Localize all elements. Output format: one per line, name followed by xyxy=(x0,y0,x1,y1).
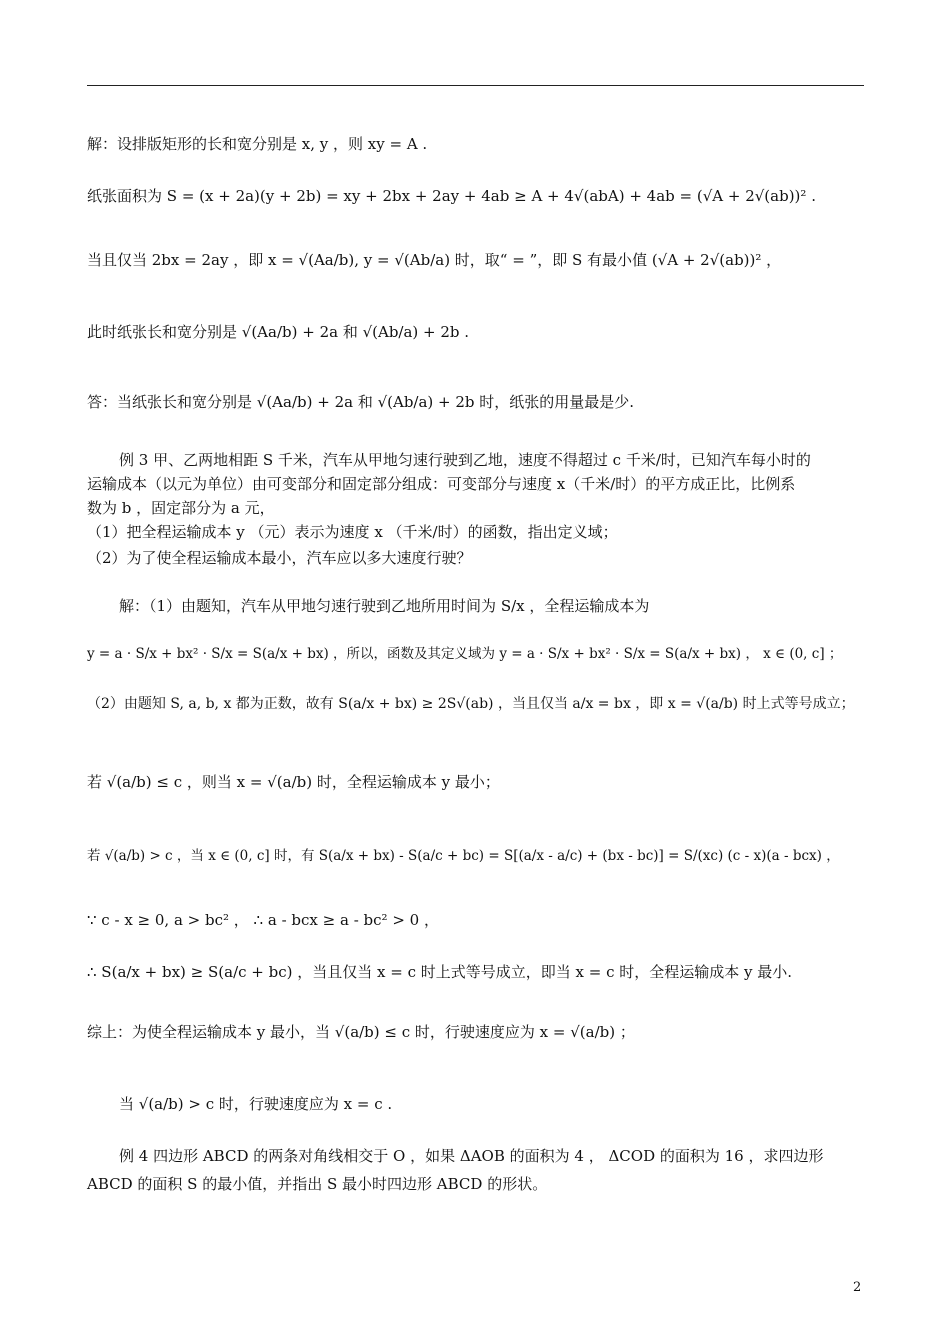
example3-summary-2: 当 √(a/b) > c 时，行驶速度应为 x = c . xyxy=(119,1095,393,1113)
example3-line-1: 例 3 甲、乙两地相距 S 千米，汽车从甲地匀速行驶到乙地，速度不得超过 c 千米/时，已知汽车每小时的 xyxy=(119,451,811,469)
example3-solution-3: （2）由题知 S, a, b, x 都为正数，故有 S(a/x + bx) ≥ 2S√(ab) ，当且仅当 a/x = bx ，即 x = √(a/b) 时上式等号成立； xyxy=(87,696,855,712)
solution-line-4: 此时纸张长和宽分别是 √(Aa/b) + 2a 和 √(Ab/a) + 2b . xyxy=(87,323,470,341)
example3-summary-1: 综上：为使全程运输成本 y 最小，当 √(a/b) ≤ c 时，行驶速度应为 x = √(a/b) ； xyxy=(87,1023,635,1041)
answer-line: 答：当纸张长和宽分别是 √(Aa/b) + 2a 和 √(Ab/a) + 2b 时，纸张的用量最是少. xyxy=(87,393,635,411)
solution-line-1: 解：设排版矩形的长和宽分别是 x, y ，则 xy = A . xyxy=(87,135,428,153)
example4-line-1: 例 4 四边形 ABCD 的两条对角线相交于 O ，如果 ΔAOB 的面积为 4 ， ΔCOD 的面积为 16 ，求四边形 xyxy=(119,1147,824,1165)
example3-because: ∵ c - x ≥ 0, a > bc² ， ∴ a - bcx ≥ a - bc² > 0 ， xyxy=(87,911,439,929)
example3-solution-1: 解：（1）由题知，汽车从甲地匀速行驶到乙地所用时间为 S/x ，全程运输成本为 xyxy=(119,597,650,615)
example3-question-2: （2）为了使全程运输成本最小，汽车应以多大速度行驶？ xyxy=(87,549,472,567)
example3-case-2: 若 √(a/b) > c ，当 x ∈ (0, c] 时，有 S(a/x + bx) - S(a/c + bc) = S[(a/x - a/c) + (bx - bc)] = S/(xc) (c - x)(a - bcx) ， xyxy=(87,848,840,864)
page-number: 2 xyxy=(853,1280,862,1295)
example3-question-1: （1）把全程运输成本 y （元）表示为速度 x （千米/时）的函数，指出定义域； xyxy=(87,523,618,541)
example3-line-2: 运输成本（以元为单位）由可变部分和固定部分组成：可变部分与速度 x（千米/时）的平方成正比，比例系 xyxy=(87,475,796,493)
example3-therefore: ∴ S(a/x + bx) ≥ S(a/c + bc) ，当且仅当 x = c 时上式等号成立，即当 x = c 时，全程运输成本 y 最小. xyxy=(87,963,793,981)
example4-line-2: ABCD 的面积 S 的最小值，并指出 S 最小时四边形 ABCD 的形状。 xyxy=(87,1175,548,1193)
example3-solution-2: y = a · S/x + bx² · S/x = S(a/x + bx) ，所以，函数及其定义域为 y = a · S/x + bx² · S/x = S(a/x + bx) ， x ∈ (0, c] ； xyxy=(87,646,843,662)
solution-line-3: 当且仅当 2bx = 2ay ，即 x = √(Aa/b), y = √(Ab/a) 时，取“ = ”，即 S 有最小值 (√A + 2√(ab))² ， xyxy=(87,251,782,269)
example3-line-3: 数为 b ，固定部分为 a 元， xyxy=(87,499,275,517)
header-rule xyxy=(87,85,864,86)
example3-case-1: 若 √(a/b) ≤ c ，则当 x = √(a/b) 时，全程运输成本 y 最小； xyxy=(87,773,500,791)
solution-line-2: 纸张面积为 S = (x + 2a)(y + 2b) = xy + 2bx + 2ay + 4ab ≥ A + 4√(abA) + 4ab = (√A + 2√(ab))² . xyxy=(87,187,816,205)
